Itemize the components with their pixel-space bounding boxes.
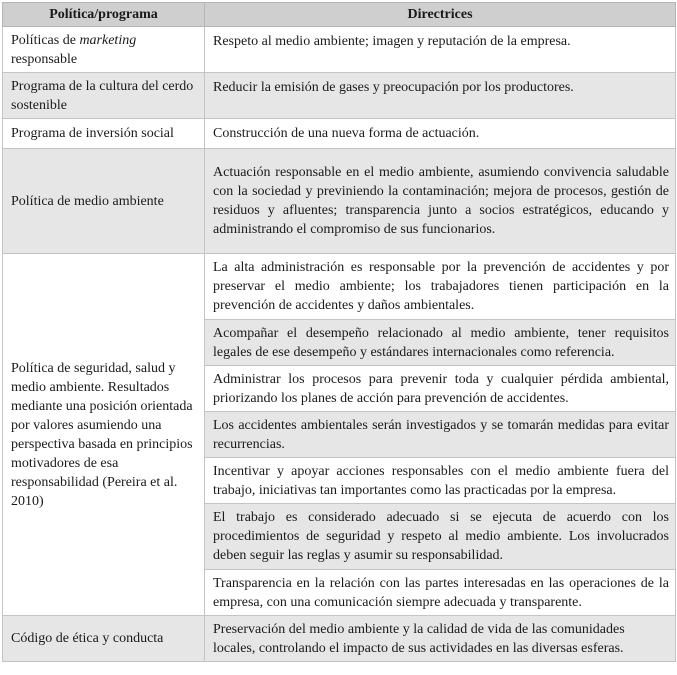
policy-text-italic: marketing [79,32,137,48]
directive-cell: Reducir la emisión de gases y preocupación por los productores. [205,73,676,119]
table-row [3,149,676,254]
directive-cell: Preservación del medio ambiente y la calidad de vida de las comunidades locales, controlando el impacto de sus actividades en las diversas esferas. [205,616,676,662]
header-directives: Directrices [205,3,676,27]
header-policy: Política/programa [3,3,205,27]
table-header-row [3,3,676,27]
table-row [3,27,676,73]
policy-cell: Código de ética y conducta [3,616,205,662]
policy-cell [3,27,205,73]
table-row [3,616,676,662]
policy-text: Políticas de [11,32,80,48]
policy-table [2,2,676,662]
directive-cell: Acompañar el desempeño relacionado al medio ambiente, tener requisitos legales de ese desempeño y estándares internacionales como referencia. [205,320,676,366]
directive-cell: Incentivar y apoyar acciones responsables con el medio ambiente fuera del trabajo, iniciativas tan importantes como las practicadas por la empresa. [205,458,676,504]
policy-text: responsable [11,51,78,67]
directive-cell: La alta administración es responsable por la prevención de accidentes y por preservar el medio ambiente; los trabajadores tienen participación en la prevención de accidentes y daños ambientales. [205,254,676,320]
directive-cell: Transparencia en la relación con las partes interesadas en las operaciones de la empresa, con una comunicación siempre adecuada y transparente. [205,570,676,616]
directive-cell: El trabajo es considerado adecuado si se ejecuta de acuerdo con los procedimientos de seguridad y respeto al medio ambiente. Los involucrados deben seguir las reglas y asumir su responsabilidad. [205,504,676,570]
policy-cell: Política de medio ambiente [3,149,205,254]
directive-cell: Respeto al medio ambiente; imagen y reputación de la empresa. [205,27,676,73]
policy-cell-safety: Política de seguridad, salud y medio ambiente. Resultados mediante una posición orientada por valores asumiendo una perspectiva basada en principios motivadores de esa responsabilidad (Pereira et al. 2010) [3,254,205,616]
table-row [3,119,676,149]
directive-cell: Administrar los procesos para prevenir toda y cualquier pérdida ambiental, priorizando los planes de acción para prevención de accidentes. [205,366,676,412]
directive-cell: Los accidentes ambientales serán investigados y se tomarán medidas para evitar recurrencias. [205,412,676,458]
table-row [3,254,676,320]
policy-cell: Programa de la cultura del cerdo sostenible [3,73,205,119]
policy-cell: Programa de inversión social [3,119,205,149]
table-row [3,73,676,119]
directive-cell: Construcción de una nueva forma de actuación. [205,119,676,149]
directive-cell: Actuación responsable en el medio ambiente, asumiendo convivencia saludable con la sociedad y previniendo la contaminación; mejora de procesos, gestión de residuos y afluentes; transparencia junto a socios estratégicos, educando y administrando el compromiso de sus funcionarios. [205,149,676,254]
